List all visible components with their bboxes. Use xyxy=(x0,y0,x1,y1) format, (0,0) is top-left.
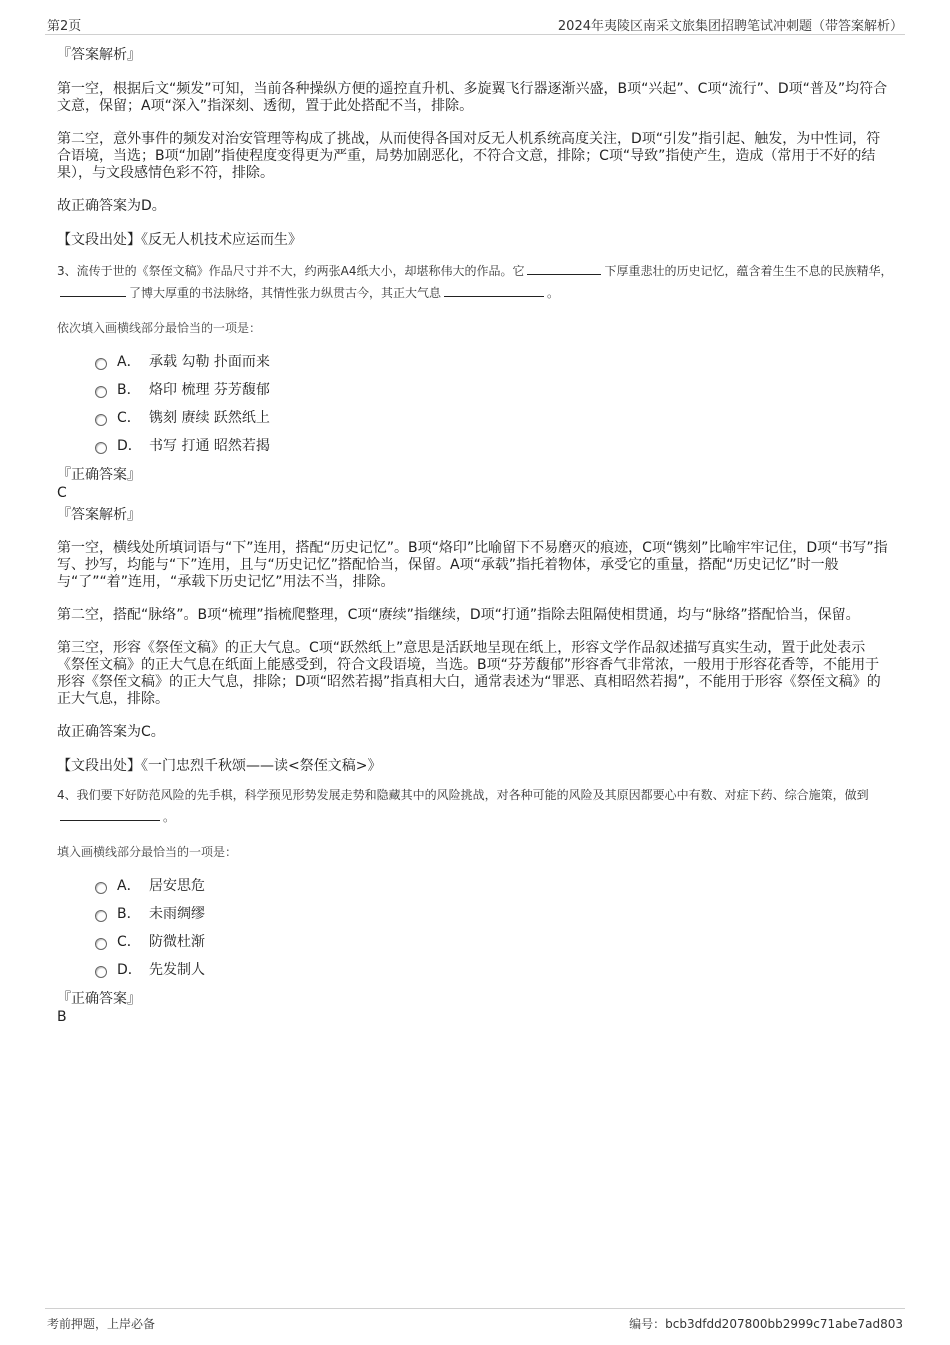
radio-icon[interactable] xyxy=(95,882,107,894)
fill-blank xyxy=(60,808,160,821)
answer-conclusion: 故正确答案为D。 xyxy=(57,198,166,214)
question-4-prompt: 填入画横线部分最恰当的一项是： xyxy=(57,845,238,859)
correct-answer-label: 『正确答案』 xyxy=(57,467,141,483)
fill-blank xyxy=(60,284,126,297)
option-c[interactable]: C． 镌刻 赓续 跃然纸上 xyxy=(95,404,893,432)
document-code: 编号：bcb3dfdd207800bb2999c71abe7ad803 xyxy=(629,1317,903,1331)
document-title: 2024年夷陵区南采文旅集团招聘笔试冲刺题（带答案解析） xyxy=(557,19,903,34)
page-content xyxy=(57,46,893,1026)
option-a[interactable]: A． 承载 勾勒 扑面而来 xyxy=(95,348,893,376)
radio-icon[interactable] xyxy=(95,966,107,978)
option-d[interactable]: D． 先发制人 xyxy=(95,956,893,984)
passage-source: 【文段出处】《反无人机技术应运而生》 xyxy=(57,232,302,248)
analysis-paragraph: 第二空，意外事件的频发对治安管理等构成了挑战，从而使得各国对反无人机系统高度关注，D项“引发”指引起、触发，为中性词，符合语境，当选；B项“加剧”指使程度变得更为严重，局势加剧恶化，不符合文意，排除；C项“导致”指使产生，造成（常用于不好的结果），与文段感情色彩不符，排除。 xyxy=(57,131,881,181)
option-b[interactable]: B． 烙印 梳理 芬芳馥郁 xyxy=(95,376,893,404)
answer-conclusion: 故正确答案为C。 xyxy=(57,724,165,740)
page-number: 第2页 xyxy=(47,19,82,34)
correct-answer: B xyxy=(57,1009,67,1025)
fill-blank xyxy=(444,284,544,297)
passage-source: 【文段出处】《一门忠烈千秋颂——读<祭侄文稿>》 xyxy=(57,758,382,774)
option-a[interactable]: A． 居安思危 xyxy=(95,872,893,900)
radio-icon[interactable] xyxy=(95,938,107,950)
correct-answer-label: 『正确答案』 xyxy=(57,991,141,1007)
question-3-stem: 3、流传于世的《祭侄文稿》作品尺寸并不大，约两张A4纸大小，却堪称伟大的作品。它 下厚重悲壮的历史记忆，蕴含着生生不息的民族精华，了博大厚重的书法脉络，其情性张力纵贯古今，其正大气息 。 xyxy=(57,264,893,300)
correct-answer: C xyxy=(57,485,67,501)
question-3-options xyxy=(57,348,893,460)
radio-icon[interactable] xyxy=(95,386,107,398)
analysis-paragraph: 第二空，搭配“脉络”。B项“梳理”指梳爬整理，C项“赓续”指继续，D项“打通”指除去阻隔使相贯通，均与“脉络”搭配恰当，保留。 xyxy=(57,607,860,623)
question-3-prompt: 依次填入画横线部分最恰当的一项是： xyxy=(57,321,262,335)
analysis-paragraph: 第三空，形容《祭侄文稿》的正大气息。C项“跃然纸上”意思是活跃地呈现在纸上，形容文学作品叙述描写真实生动，置于此处表示《祭侄文稿》的正大气息在纸面上能感受到，符合文段语境，当选。B项“芬芳馥郁”形容香气非常浓，一般用于形容花香等，不能用于形容《祭侄文稿》的正大气息，排除；D项“昭然若揭”指真相大白，通常表述为“罪恶、真相昭然若揭”，不能用于形容《祭侄文稿》的正大气息，排除。 xyxy=(57,640,881,707)
footer-slogan: 考前押题，上岸必备 xyxy=(47,1317,156,1331)
question-4-stem: 4、我们要下好防范风险的先手棋，科学预见形势发展走势和隐藏其中的风险挑战，对各种可能的风险及其原因都要心中有数、对症下药、综合施策，做到。 xyxy=(57,788,869,824)
fill-blank xyxy=(527,262,601,275)
page-footer xyxy=(45,1308,905,1333)
radio-icon[interactable] xyxy=(95,414,107,426)
analysis-paragraph: 第一空，横线处所填词语与“下”连用，搭配“历史记忆”。B项“烙印”比喻留下不易磨灭的痕迹，C项“镌刻”比喻牢牢记住，D项“书写”指写、抄写，均能与“下”连用，且与“历史记忆”搭配恰当，保留。A项“承载”指托着物体，承受它的重量，搭配“历史记忆”时一般与“了”“着”连用，“承载下历史记忆”用法不当，排除。 xyxy=(57,540,888,590)
question-4-options xyxy=(57,872,893,984)
option-b[interactable]: B． 未雨绸缪 xyxy=(95,900,893,928)
option-c[interactable]: C． 防微杜渐 xyxy=(95,928,893,956)
radio-icon[interactable] xyxy=(95,910,107,922)
analysis-label: 『答案解析』 xyxy=(57,47,141,63)
analysis-paragraph: 第一空，根据后文“频发”可知，当前各种操纵方便的遥控直升机、多旋翼飞行器逐渐兴盛，B项“兴起”、C项“流行”、D项“普及”均符合文意，保留；A项“深入”指深刻、透彻，置于此处搭配不当，排除。 xyxy=(57,81,888,114)
analysis-label: 『答案解析』 xyxy=(57,507,141,523)
page-header xyxy=(45,14,905,35)
radio-icon[interactable] xyxy=(95,358,107,370)
option-d[interactable]: D． 书写 打通 昭然若揭 xyxy=(95,432,893,460)
radio-icon[interactable] xyxy=(95,442,107,454)
